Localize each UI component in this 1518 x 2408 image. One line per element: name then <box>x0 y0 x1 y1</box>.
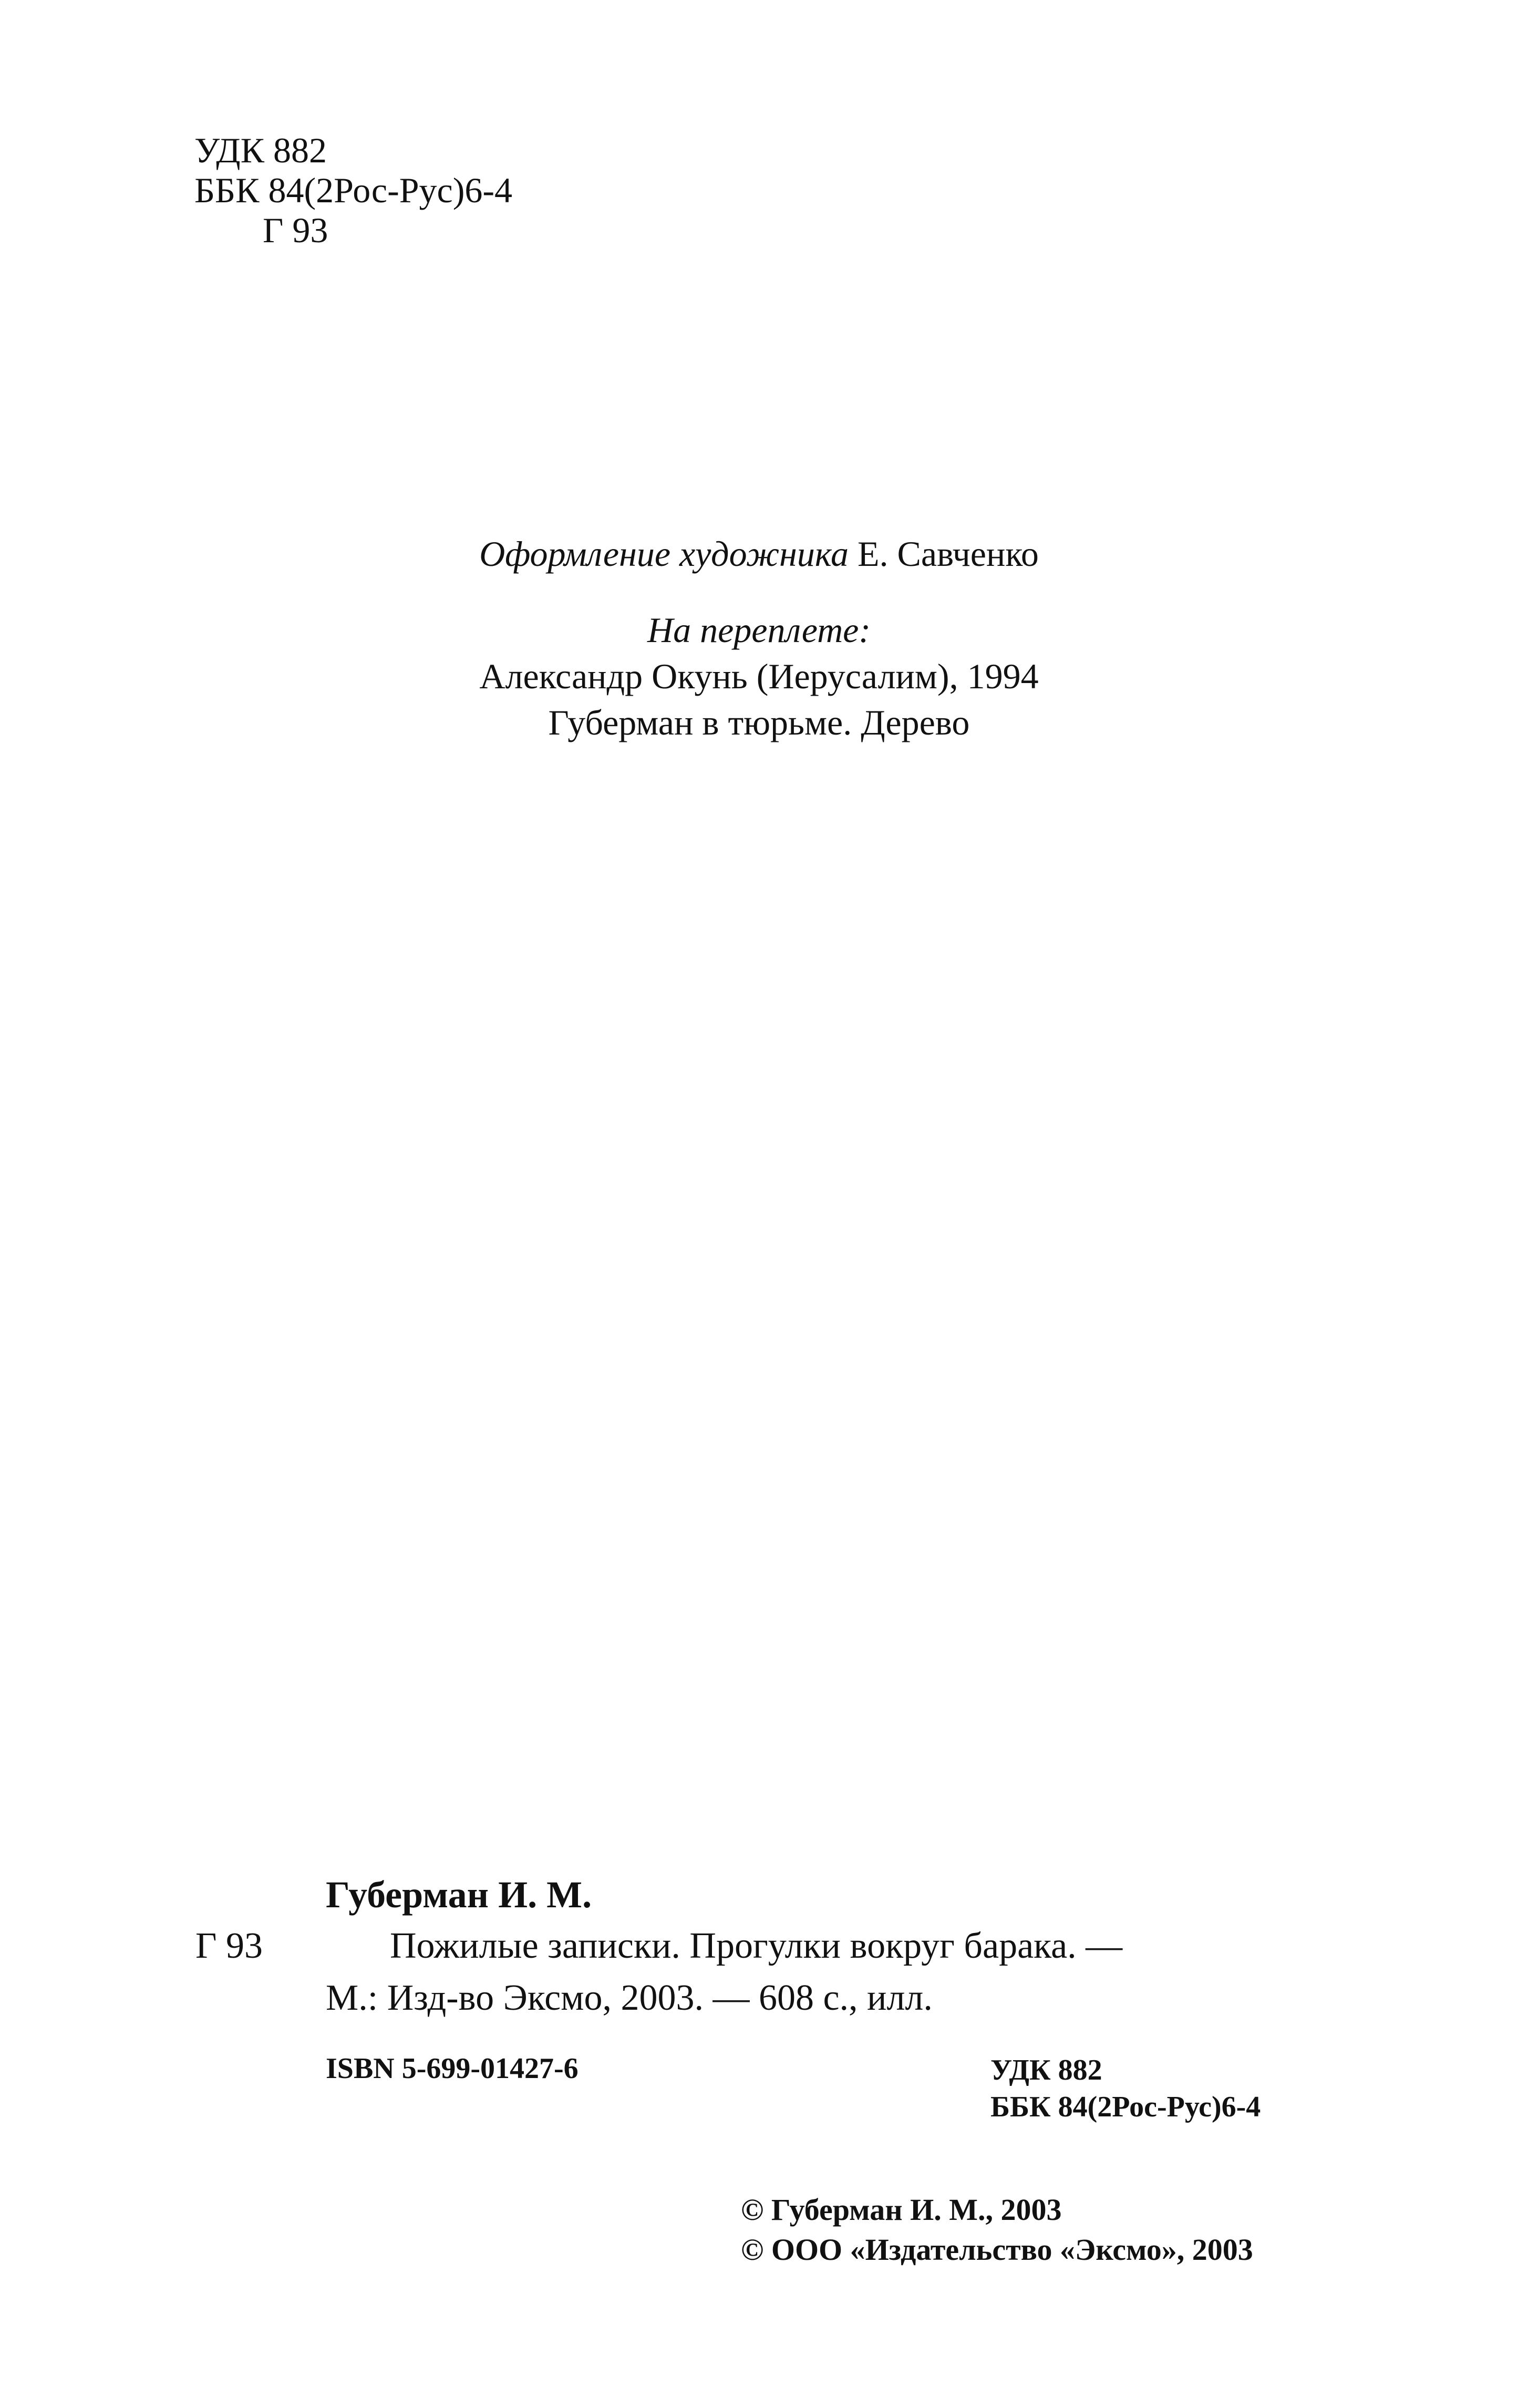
author-mark: Г 93 <box>263 210 328 250</box>
design-name: Е. Савченко <box>857 534 1039 574</box>
cover-label: На переплете: <box>647 610 871 650</box>
copyright-author: © Губерман И. М., 2003 <box>741 2193 1062 2227</box>
classification-block <box>194 130 512 250</box>
cover-credit-line-2: Губерман в тюрьме. Дерево <box>548 702 970 742</box>
card-annotation-line-2: М.: Изд-во Эксмо, 2003. — 608 с., илл. <box>326 1978 933 2018</box>
copyright-block <box>741 2190 1253 2270</box>
card-author-mark: Г 93 <box>195 1926 263 1966</box>
udk-code: УДК 882 <box>194 130 327 170</box>
cover-credit-line-1: Александр Окунь (Иерусалим), 1994 <box>479 656 1039 696</box>
card-classification <box>990 2052 1261 2125</box>
design-label: Оформление художника <box>479 534 849 574</box>
isbn: ISBN 5-699-01427-6 <box>326 2052 579 2085</box>
card-udk: УДК 882 <box>990 2054 1102 2086</box>
design-credit <box>0 533 1518 575</box>
card-annotation-line-1: Пожилые записки. Прогулки вокруг барака. — <box>390 1926 1123 1966</box>
card-bbk: ББК 84(2Рос-Рус)6-4 <box>990 2091 1261 2123</box>
copyright-publisher: © ООО «Издательство «Эксмо», 2003 <box>741 2233 1253 2267</box>
bbk-code: ББК 84(2Рос-Рус)6-4 <box>194 170 513 210</box>
card-author: Губерман И. М. <box>326 1874 592 1916</box>
